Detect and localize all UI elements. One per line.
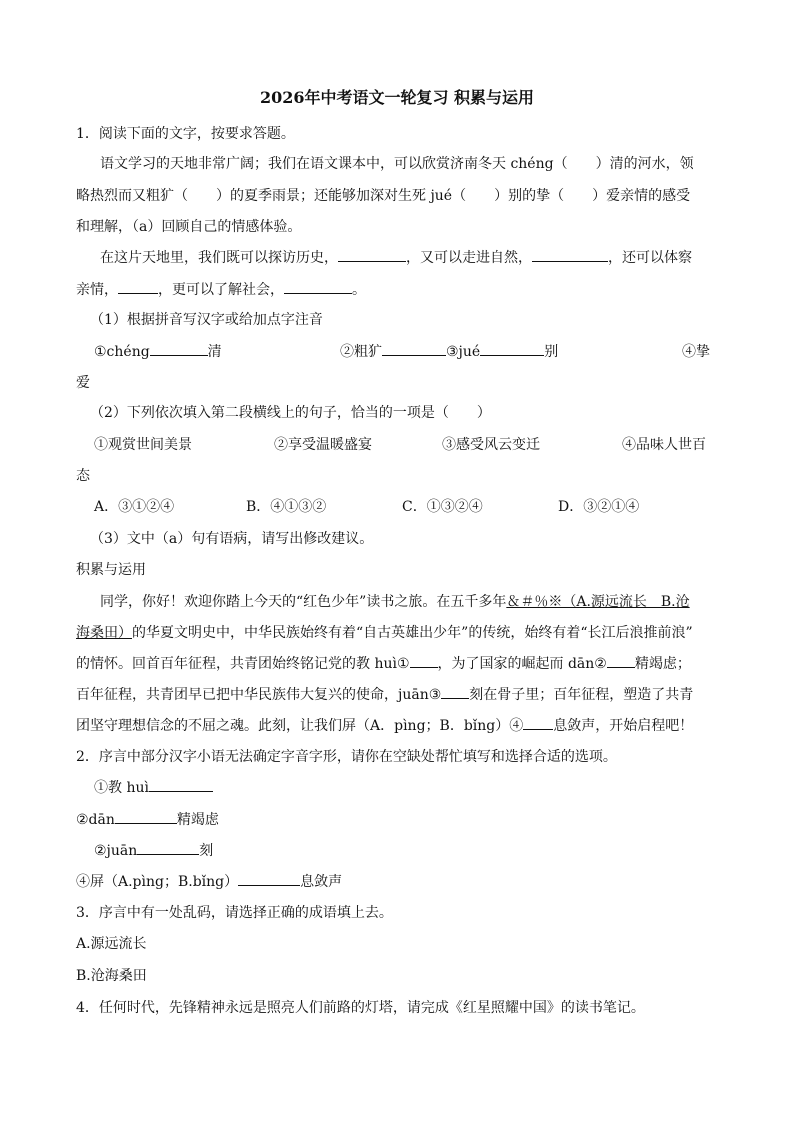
sub2-item-4-tail: 态 (76, 468, 90, 484)
q2-blank-2[interactable] (115, 809, 177, 824)
q1-para1-line1: 语文学习的天地非常广阔；我们在语文课本中，可以欣赏济南冬天 chéng（ ）清的河水，领 (100, 156, 694, 172)
passage-text-3c: 精竭虑； (634, 656, 691, 672)
sub1-item-1: ①chéng (94, 344, 150, 360)
q1-para1-line2: 略热烈而又粗犷（ ）的夏季雨景；还能够加深对生死 jué（ ）别的挚（ ）爱亲情的感受 (76, 188, 691, 204)
para2-text-6: 。 (352, 282, 366, 298)
passage-line-3 (76, 653, 718, 675)
passage-text-2b: 的华夏文明史中，中华民族始终有着“自古英雄出少年”的传统，始终有着“长江后浪推前浪” (132, 625, 693, 641)
choice-d[interactable]: D．③②①④ (558, 499, 640, 515)
sub1-blank-2[interactable] (382, 341, 446, 356)
q4-stem: 4．任何时代，先锋精神永远是照亮人们前路的灯塔，请完成《红星照耀中国》的读书笔记。 (76, 1000, 645, 1016)
passage-text-1a: 同学，你好！欢迎你踏上今天的“红色少年”读书之旅。在五千多年 (100, 594, 507, 610)
sub1-item-3: ③jué (446, 344, 481, 360)
q2-item-2-label: ②dān (76, 812, 115, 828)
sub2-item-1: ①观赏世间美景 (94, 437, 192, 453)
q2-stem: 2．序言中部分汉字小语无法确定字音字形，请你在空缺处帮忙填写和选择合适的选项。 (76, 749, 617, 765)
passage-text-5b: 息敛声，开始启程吧！ (553, 718, 694, 734)
sub1-blank-3[interactable] (480, 341, 544, 356)
q2-blank-1[interactable] (149, 777, 213, 792)
q2-item-2 (76, 809, 718, 831)
q2-item-3 (94, 840, 718, 862)
para2-text-4: 亲情， (76, 282, 118, 298)
q2-item-4-tail: 息敛声 (300, 874, 343, 890)
fill-blank-3[interactable] (118, 279, 158, 294)
q1-para1-line3: 和理解，（a）回顾自己的情感体验。 (76, 219, 302, 235)
q2-item-4-label: ④屏（A.pìng；B.bǐng） (76, 874, 239, 890)
q1-sub2: （2）下列依次填入第二段横线上的句子，恰当的一项是（ ） (90, 405, 491, 421)
q1-para2-line1 (100, 247, 718, 269)
q2-blank-3[interactable] (137, 840, 199, 855)
fill-blank-2[interactable] (532, 247, 608, 262)
sub1-item-1-tail: 清 (207, 344, 222, 360)
q2-blank-4[interactable] (238, 871, 300, 886)
para2-text-1: 在这片天地里，我们既可以探访历史， (100, 250, 338, 266)
q2-item-1-label: ①教 huì (94, 780, 149, 796)
sub1-item-2: ②粗犷 (340, 344, 382, 360)
para2-text-3: ，还可以体察 (608, 250, 692, 266)
passage-text-4a: 百年征程，共青团早已把中华民族伟大复兴的使命，juān③ (76, 687, 442, 703)
passage-line-2 (76, 622, 718, 644)
passage-blank-4[interactable] (523, 715, 553, 730)
para2-text-2: ，又可以走进自然， (406, 250, 532, 266)
sub2-item-4: ④品味人世百 (622, 437, 706, 453)
passage-text-3b: ，为了国家的崛起而 dān② (437, 656, 607, 672)
section-title: 积累与运用 (76, 562, 146, 578)
q2-item-2-tail: 精竭虑 (176, 812, 219, 828)
q2-item-1 (94, 777, 718, 799)
passage-text-4b: 刻在骨子里；百年征程，塑造了共青 (469, 687, 694, 703)
q2-item-3-tail: 刻 (199, 843, 214, 859)
passage-line-5 (76, 715, 718, 737)
q1-para2-line2 (76, 279, 718, 301)
para2-text-5: ，更可以了解社会， (158, 282, 284, 298)
q3-stem: 3．序言中有一处乱码，请选择正确的成语填上去。 (76, 905, 393, 921)
q1-sub1: （1）根据拼音写汉字或给加点字注音 (90, 312, 323, 328)
sub2-item-2: ②享受温暖盛宴 (274, 437, 372, 453)
choice-b[interactable]: B．④①③② (246, 499, 327, 515)
fill-blank-4[interactable] (284, 279, 352, 294)
q1-sub1-items-b (340, 341, 718, 363)
sub1-blank-1[interactable] (150, 341, 208, 356)
passage-line-1 (100, 591, 718, 613)
q2-item-3-label: ②juān (94, 843, 138, 859)
passage-line-4 (76, 684, 718, 706)
choice-a[interactable]: A．③①②④ (94, 499, 175, 515)
fill-blank-1[interactable] (338, 247, 406, 262)
q1-sub1-item4-tail: 爱 (76, 375, 90, 391)
page-title: 2026年中考语文一轮复习 积累与运用 (259, 88, 535, 107)
passage-blank-2[interactable] (607, 653, 635, 668)
sub2-item-3: ③感受风云变迁 (442, 437, 540, 453)
q1-sub3: （3）文中（a）句有语病，请写出修改建议。 (90, 531, 374, 547)
passage-text-5a: 团坚守理想信念的不屈之魂。此刻，让我们屏（A．pìng；B．bǐng）④ (76, 718, 524, 734)
q2-item-4 (76, 871, 718, 893)
passage-text-3a: 的情怀。回首百年征程，共青团始终铭记党的教 huì① (76, 656, 410, 672)
q1-sub1-item4: ④挚 (682, 344, 710, 360)
garbled-text: ＆＃％※（A.源远流长 B.沧 (506, 594, 690, 610)
q3-option-b[interactable]: B.沧海桑田 (76, 968, 147, 984)
passage-blank-1[interactable] (410, 653, 438, 668)
q1-stem: 1．阅读下面的文字，按要求答题。 (76, 126, 295, 142)
q3-option-a[interactable]: A.源远流长 (76, 936, 147, 952)
passage-blank-3[interactable] (441, 684, 469, 699)
passage-text-2a: 海桑田） (76, 625, 132, 641)
sub1-item-3-tail: 别 (544, 344, 559, 360)
choice-c[interactable]: C．①③②④ (402, 499, 483, 515)
